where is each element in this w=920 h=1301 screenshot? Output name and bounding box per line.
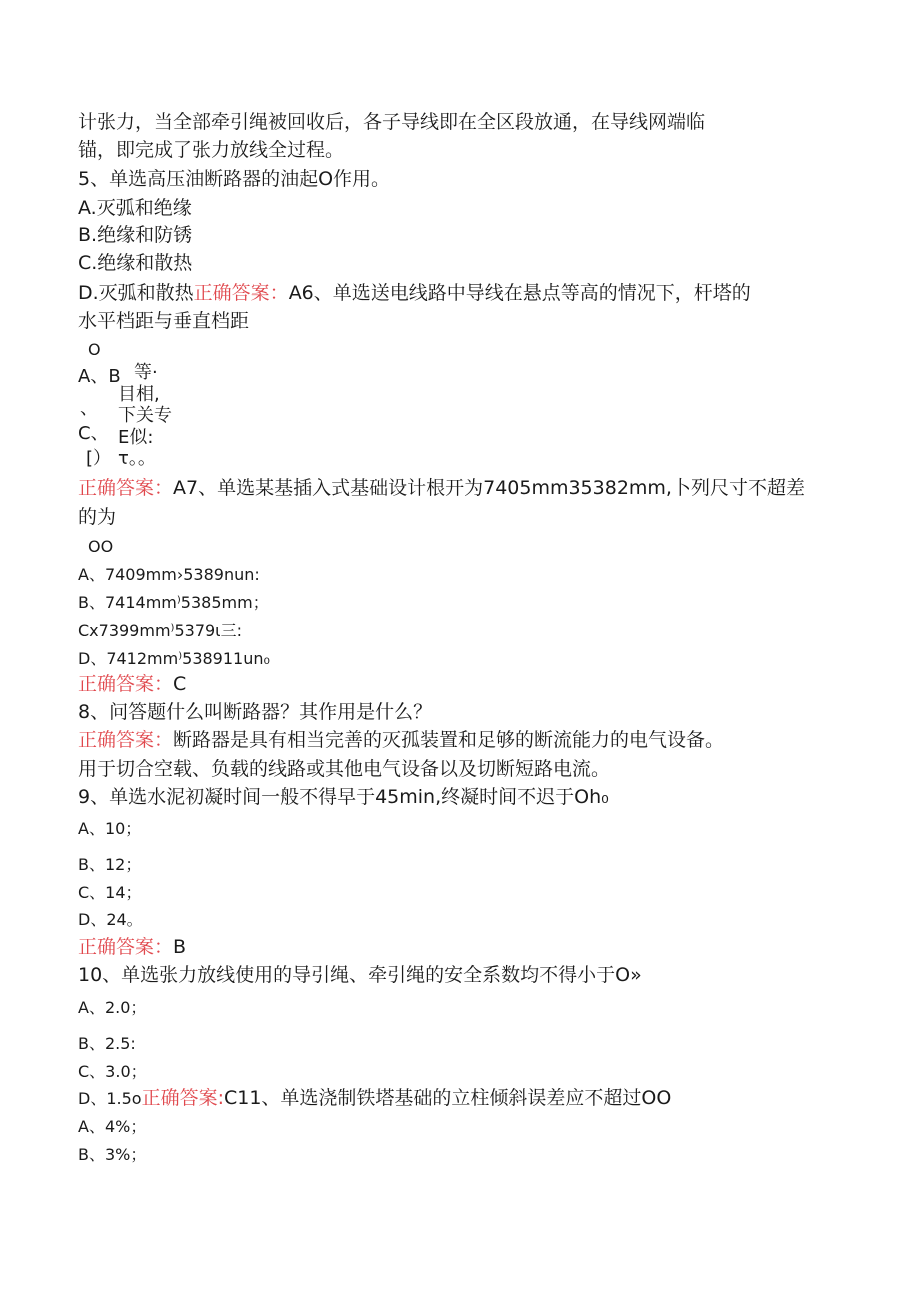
option-c: C.绝缘和散热: [78, 252, 193, 274]
question-8: 8、问答题什么叫断路器？其作用是什么？: [78, 701, 433, 723]
question-10: 10、单选张力放线使用的导引绳、牵引绳的安全系数均不得小于O»: [78, 964, 642, 986]
option-c: Cx7399mm⁾5379ι三:: [78, 621, 242, 640]
answer-and-question-6: A6、单选送电线路中导线在悬点等高的情况下，杆塔的: [288, 282, 751, 304]
garbled-fragment: 目相,: [118, 384, 160, 405]
question-5: 5、单选高压油断路器的油起O作用。: [78, 168, 391, 190]
answer-text: 断路器是具有相当完善的灭孤装置和足够的断流能力的电气设备。: [173, 729, 725, 751]
text-line: 的为: [78, 506, 117, 528]
answer-line: [78, 727, 724, 753]
option-a: A.灭弧和绝缘: [78, 197, 192, 219]
option-d: D、24。: [78, 910, 143, 929]
option-c: C、3.0；: [78, 1062, 147, 1081]
option-b: B、7414mm⁾5385mm；: [78, 593, 269, 612]
answer-label: 正确答案：: [78, 477, 174, 499]
answer-label: 正确答案：: [193, 282, 289, 304]
answer-question-7-line: [78, 475, 805, 501]
answer-label: 正确答案：: [78, 673, 174, 695]
blank-mark: OO: [88, 537, 114, 556]
option-d-answer-line: [78, 1085, 671, 1112]
option-a: A、2.0；: [78, 998, 147, 1017]
garbled-fragment: A、B: [78, 366, 121, 387]
option-a: A、4%；: [78, 1117, 147, 1136]
garbled-fragment: 等·: [134, 362, 158, 383]
answer-label: 正确答案：: [78, 729, 174, 751]
option-b: B.绝缘和防锈: [78, 224, 193, 246]
garbled-fragment: 、: [80, 398, 98, 419]
answer-value: C: [173, 673, 187, 695]
garbled-fragment: [）: [86, 448, 112, 469]
option-c: C、14；: [78, 883, 142, 902]
question-9: 9、单选水泥初凝时间一般不得早于45min,终凝时间不迟于Oh₀: [78, 786, 609, 808]
answer-and-question-11: C11、单选浇制铁塔基础的立柱倾斜误差应不超过OO: [223, 1087, 672, 1109]
answer-line: [78, 671, 186, 697]
answer-line: [78, 934, 186, 960]
garbled-fragment: 下关专: [118, 405, 172, 426]
option-d: D、1.5o: [78, 1089, 142, 1108]
text-line: 计张力，当全部牵引绳被回收后，各子导线即在全区段放通，在导线网端临: [78, 111, 706, 133]
option-d: D.灭弧和散热: [78, 282, 194, 304]
garbled-fragment: τ。。: [118, 448, 156, 469]
garbled-fragment: C、: [78, 423, 109, 444]
text-line: 锚，即完成了张力放线全过程。: [78, 139, 345, 161]
answer-label: 正确答案:: [141, 1087, 224, 1109]
option-d: D、7412mm⁾538911un₀: [78, 649, 270, 668]
answer-and-question-7: A7、单选某基插入式基础设计根开为7405mm35382mm,卜列尺寸不超差: [173, 477, 805, 499]
option-d-answer-line: [78, 280, 751, 306]
garbled-fragment: E似:: [118, 427, 154, 448]
answer-value: B: [173, 936, 187, 958]
blank-mark: O: [88, 340, 101, 359]
option-a: A、7409mm›5389nun:: [78, 565, 260, 584]
text-line: 水平档距与垂直档距: [78, 310, 250, 332]
option-a: A、10；: [78, 819, 142, 838]
option-b: B、2.5:: [78, 1034, 136, 1053]
text-line: 用于切合空载、负载的线路或其他电气设备以及切断短路电流。: [78, 758, 611, 780]
answer-label: 正确答案：: [78, 936, 174, 958]
option-b: B、3%；: [78, 1145, 147, 1164]
option-b: B、12；: [78, 855, 142, 874]
